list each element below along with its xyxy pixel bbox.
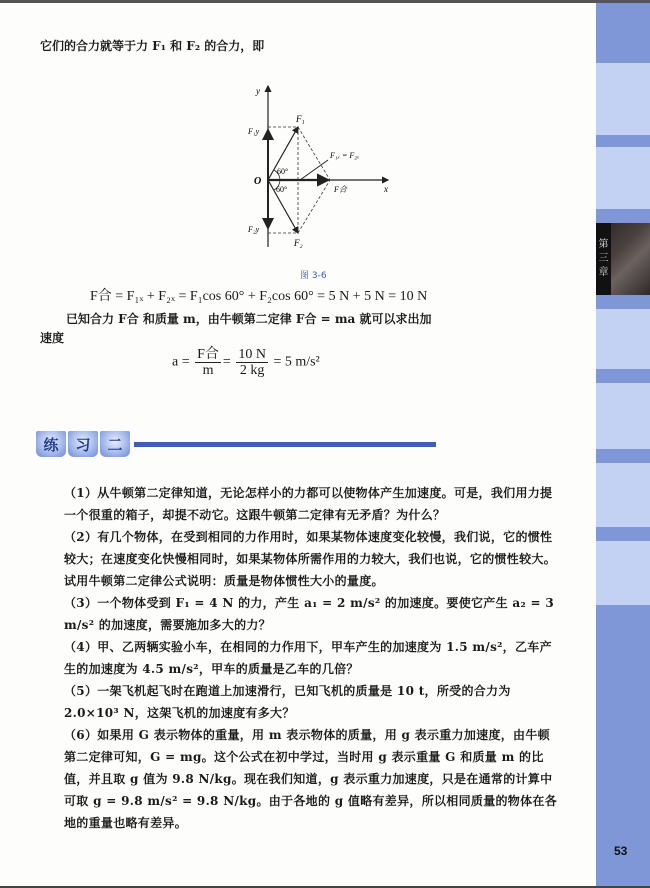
exercise-item: （6）如果用 G 表示物体的重量，用 m 表示物体的质量，用 g 表示重力加速度，由牛顿第二定律可知，G = mg。这个公式在初中学过，当时用 g 表示重量 G 和质量 m 的比值，并且取 g 值为 9.8 N/kg。现在我们知道，g 表示重力加速度，只是在通常的计算中可取 g = 9.8 m/s² = 9.8 N/kg。由于各地的 g 值略有差异，所以相同质量的物体在各地的重量也略有差异。 (64, 728, 557, 830)
chapter-char: 章 (598, 267, 609, 278)
sidebar-band (596, 63, 650, 135)
eq-lhs: a = (172, 354, 190, 370)
sidebar-band (596, 383, 650, 449)
fraction (236, 347, 268, 378)
equation-resultant: F合 = F₁ₓ + F₂ₓ = F₁cos 60° + F₂cos 60° = 5 N + 5 N = 10 N (90, 289, 428, 304)
f2-label: F₂ (294, 238, 303, 248)
fraction-numerator: 10 N (238, 347, 266, 362)
explanation-text-cont: 速度 (40, 331, 65, 345)
exercise-title-char: 二 (100, 431, 130, 457)
f1x-label: F₁ₓ = F₂ₓ (330, 151, 360, 160)
exercise-header (36, 431, 436, 457)
sidebar-band (596, 463, 650, 527)
intro-text: 它们的合力就等于力 F₁ 和 F₂ 的合力，即 (40, 39, 265, 53)
explanation-text: 已知合力 F合 和质量 m，由牛顿第二定律 F合 = ma 就可以求出加 (66, 312, 432, 326)
chapter-tab (596, 223, 650, 295)
chapter-char: 第 (598, 239, 609, 250)
exercise-item: （1）从牛顿第二定律知道，无论怎样小的力都可以使物体产生加速度。可是，我们用力提一个很重的箱子，却提不动它。这跟牛顿第二定律有无矛盾？为什么？ (64, 486, 553, 522)
sidebar-band (596, 369, 650, 383)
fraction (195, 347, 221, 378)
sidebar-band (596, 449, 650, 463)
sidebar-band (596, 309, 650, 369)
f1-label: F₁ (296, 114, 305, 124)
f2y-label: F₂y (248, 225, 260, 234)
exercise-item: （3）一个物体受到 F₁ = 4 N 的力，产生 a₁ = 2 m/s² 的加速度。要使它产生 a₂ = 3 m/s² 的加速度，需要施加多大的力？ (64, 596, 554, 632)
fraction-denominator: m (202, 363, 214, 378)
origin-label: O (254, 176, 262, 187)
sidebar-band (596, 527, 650, 541)
exercise-header-rule (134, 442, 436, 447)
fraction-numerator: F合 (197, 347, 219, 362)
figure-caption: 图 3-6 (300, 271, 327, 281)
sidebar-band (596, 541, 650, 605)
exercise-item: （4）甲、乙两辆实验小车，在相同的力作用下，甲车产生的加速度为 1.5 m/s²，乙车产生的加速度为 4.5 m/s²，甲车的质量是乙车的几倍？ (64, 640, 552, 676)
sidebar-band (596, 135, 650, 147)
top-border (0, 0, 650, 3)
eq-rhs: = 5 m/s² (273, 354, 320, 370)
x-axis-label: x (384, 184, 388, 194)
exercise-list (40, 482, 560, 834)
angle-label: 60° (277, 167, 289, 176)
chapter-label (596, 223, 611, 295)
sidebar-band (596, 3, 650, 63)
exercise-title-char: 习 (68, 431, 98, 457)
fraction-denominator: 2 kg (239, 363, 265, 378)
sidebar-band (596, 295, 650, 309)
y-axis-label: y (256, 86, 260, 96)
chapter-char: 三 (598, 253, 609, 264)
sidebar-band (596, 147, 650, 209)
equation-acceleration: a = $\frac{\text{F合}}{m}$ = $\frac{10 N}{2 kg}$ = 5 m/s² (172, 347, 320, 378)
exercise-item: （5）一架飞机起飞时在跑道上加速滑行，已知飞机的质量是 10 t，所受的合力为 2.0×10³ N，这架飞机的加速度有多大？ (64, 684, 511, 720)
sidebar-band (596, 209, 650, 223)
force-diagram (248, 82, 398, 252)
exercise-item: （2）有几个物体，在受到相同的力作用时，如果某物体速度变化较慢，我们说，它的惯性较大；在速度变化快慢相同时，如果某物体所需作用的力较大，我们也说，它的惯性较大。 (64, 530, 557, 566)
f-total-label: F合 (334, 185, 347, 194)
exercise-title-char: 练 (36, 431, 66, 457)
f1y-label: F₁y (248, 127, 260, 136)
page-number: 53 (614, 844, 628, 858)
exercise-item: 试用牛顿第二定律公式说明：质量是物体惯性大小的量度。 (64, 574, 384, 588)
chapter-sidebar (596, 3, 650, 886)
angle-label: 60° (276, 185, 288, 194)
